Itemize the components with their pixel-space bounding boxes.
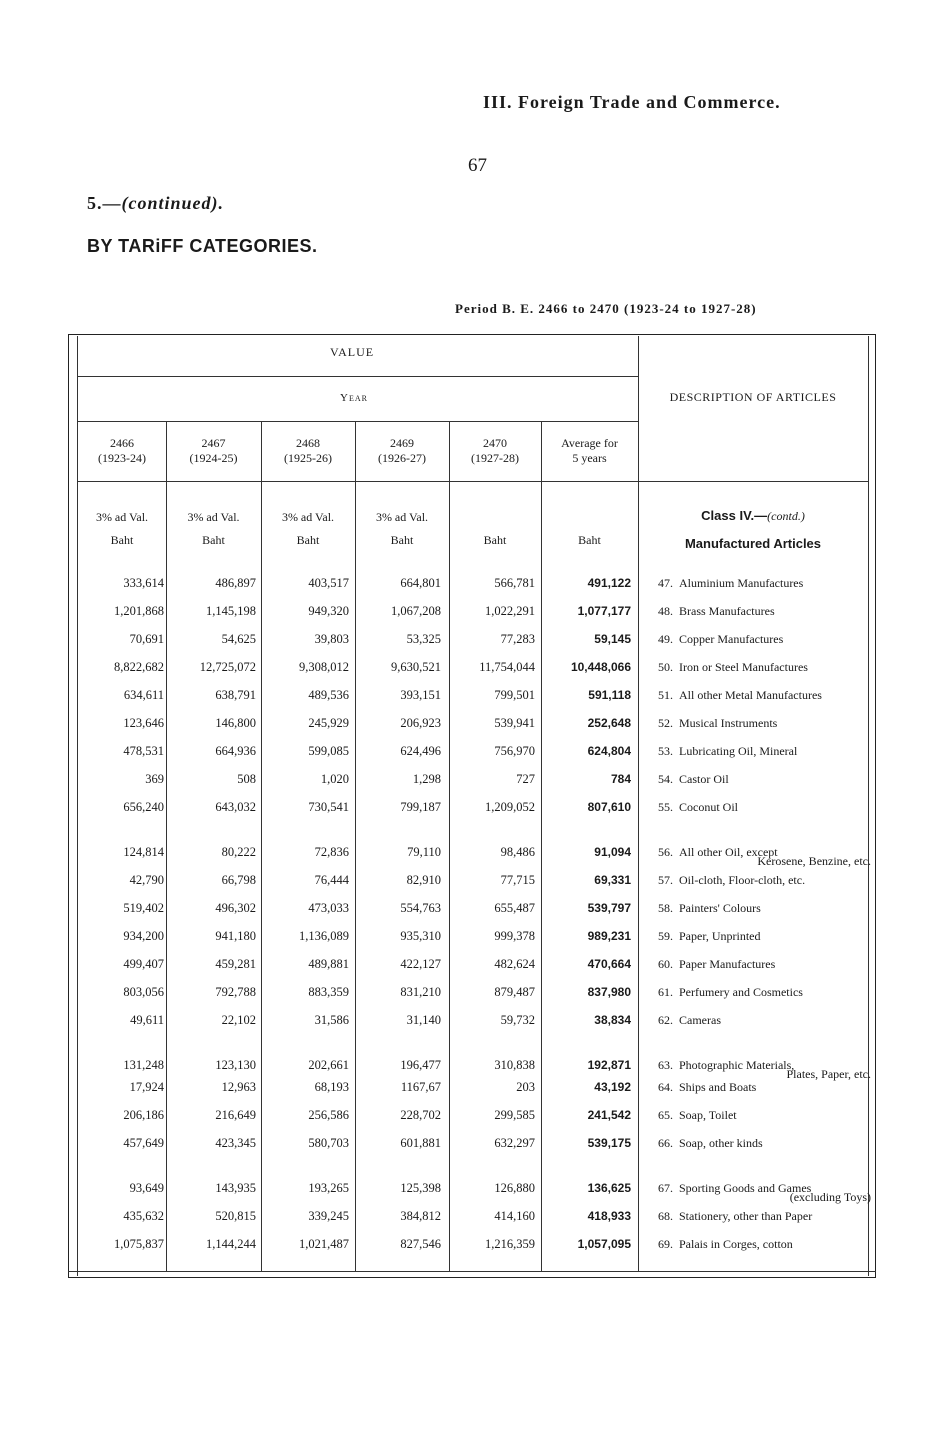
- article-description: [645, 684, 873, 706]
- value-cell: 203: [516, 1080, 535, 1094]
- col-head-2468: [261, 436, 355, 466]
- article-description: [645, 712, 873, 734]
- value-cell: 124,814: [123, 845, 164, 859]
- value-cell: 79,110: [407, 845, 441, 859]
- value-cell: 799,187: [400, 800, 441, 814]
- value-cell: 664,936: [215, 744, 256, 758]
- value-cell: 496,302: [215, 901, 256, 915]
- value-cell: 206,186: [123, 1108, 164, 1122]
- article-name: Paper, Unprinted: [679, 929, 761, 943]
- value-cell: 53,325: [406, 632, 441, 646]
- table-row: [0, 869, 941, 891]
- col-head-2467: [166, 436, 261, 466]
- value-cell: 803,056: [123, 985, 164, 999]
- article-name: Soap, other kinds: [679, 1136, 763, 1150]
- value-cell: 93,649: [129, 1181, 164, 1195]
- article-name-continued: Kerosene, Benzine, etc.: [757, 854, 871, 868]
- value-cell: 1,075,837: [114, 1237, 164, 1251]
- value-cell: 1,067,208: [391, 604, 441, 618]
- article-name: Photographic Materials,: [679, 1058, 795, 1072]
- value-cell: 664,801: [400, 576, 441, 590]
- value-cell: 59,732: [500, 1013, 535, 1027]
- value-cell: 827,546: [400, 1237, 441, 1251]
- average-cell: 241,542: [587, 1108, 631, 1122]
- value-cell: 934,200: [123, 929, 164, 943]
- value-cell: 310,838: [494, 1058, 535, 1072]
- value-cell: 39,803: [314, 632, 349, 646]
- value-cell: 756,970: [494, 744, 535, 758]
- value-cell: 131,248: [123, 1058, 164, 1072]
- value-cell: 1167,67: [400, 1080, 441, 1094]
- unit-label: Baht: [390, 533, 414, 547]
- article-name: Sporting Goods and Games: [679, 1181, 812, 1195]
- value-cell: 799,501: [494, 688, 535, 702]
- value-cell: 393,151: [400, 688, 441, 702]
- col-range: (1923-24): [98, 451, 146, 465]
- value-cell: 125,398: [400, 1181, 441, 1195]
- col-range: (1927-28): [471, 451, 519, 465]
- col-year: 2466: [110, 436, 134, 450]
- rule-under-year: [78, 421, 638, 422]
- value-cell: 457,649: [123, 1136, 164, 1150]
- value-cell: 98,486: [500, 845, 535, 859]
- article-description: [645, 1233, 873, 1255]
- table-row: [0, 981, 941, 1003]
- table-row: [0, 1054, 941, 1081]
- value-cell: 478,531: [123, 744, 164, 758]
- value-cell: 935,310: [400, 929, 441, 943]
- article-name-continued: Plates, Paper, etc.: [786, 1067, 871, 1081]
- article-name: All other Metal Manufactures: [679, 688, 822, 702]
- value-cell: 634,611: [123, 688, 164, 702]
- article-name: Aluminium Manufactures: [679, 576, 804, 590]
- table-row: [0, 768, 941, 790]
- value-cell: 143,935: [215, 1181, 256, 1195]
- unit-label: Baht: [578, 533, 601, 547]
- article-name: Soap, Toilet: [679, 1108, 737, 1122]
- average-cell: 1,077,177: [577, 604, 631, 618]
- article-number: 64.: [658, 1080, 673, 1094]
- value-cell: 486,897: [215, 576, 256, 590]
- article-description: [645, 925, 873, 947]
- value-cell: 949,320: [308, 604, 349, 618]
- value-cell: 539,941: [494, 716, 535, 730]
- average-cell: 470,664: [587, 957, 631, 971]
- class-title-text: Class IV.—: [701, 508, 768, 523]
- article-number: 61.: [658, 985, 673, 999]
- value-cell: 384,812: [400, 1209, 441, 1223]
- table-row: [0, 1177, 941, 1204]
- table-row: [0, 953, 941, 975]
- col-range: (1925-26): [284, 451, 332, 465]
- value-cell: 8,822,682: [114, 660, 164, 674]
- value-cell: 22,102: [221, 1013, 256, 1027]
- article-number: 47.: [658, 576, 673, 590]
- rule-under-value: [78, 376, 638, 377]
- article-description: [645, 897, 873, 919]
- value-cell: 245,929: [308, 716, 349, 730]
- article-number: 57.: [658, 873, 673, 887]
- value-cell: 369: [145, 772, 164, 786]
- col-range: 5 years: [572, 451, 607, 465]
- rate-label: 3% ad Val.: [281, 510, 335, 524]
- year-header: Year: [340, 392, 368, 404]
- article-description: [645, 953, 873, 975]
- article-number: 67.: [658, 1181, 673, 1195]
- value-cell: 730,541: [308, 800, 349, 814]
- article-number: 49.: [658, 632, 673, 646]
- value-cell: 1,136,089: [299, 929, 349, 943]
- article-name: Palais in Corges, cotton: [679, 1237, 793, 1251]
- value-cell: 1,145,198: [206, 604, 256, 618]
- average-cell: 539,175: [587, 1136, 631, 1150]
- continued-heading: [87, 193, 224, 214]
- unit-label: Baht: [483, 533, 507, 547]
- table-row: [0, 684, 941, 706]
- article-description: [645, 628, 873, 650]
- article-description: [645, 740, 873, 762]
- value-cell: 643,032: [215, 800, 256, 814]
- article-description: [645, 656, 873, 678]
- table-row: [0, 841, 941, 868]
- value-cell: 54,625: [221, 632, 256, 646]
- value-cell: 66,798: [221, 873, 256, 887]
- value-cell: 599,085: [308, 744, 349, 758]
- value-cell: 656,240: [123, 800, 164, 814]
- value-cell: 831,210: [400, 985, 441, 999]
- value-cell: 9,308,012: [299, 660, 349, 674]
- article-number: 69.: [658, 1237, 673, 1251]
- article-description: [645, 600, 873, 622]
- col-head-2469: [355, 436, 449, 466]
- article-number: 50.: [658, 660, 673, 674]
- article-description: [645, 841, 873, 868]
- article-name: Perfumery and Cosmetics: [679, 985, 803, 999]
- average-cell: 837,980: [587, 985, 631, 999]
- article-name-continued: (excluding Toys): [789, 1190, 871, 1204]
- value-cell: 123,646: [123, 716, 164, 730]
- article-description: [645, 796, 873, 818]
- unit-label: Baht: [202, 533, 225, 547]
- value-cell: 1,022,291: [485, 604, 535, 618]
- article-description: [645, 1205, 873, 1227]
- value-cell: 49,611: [130, 1013, 164, 1027]
- value-cell: 12,963: [221, 1080, 256, 1094]
- value-cell: 216,649: [215, 1108, 256, 1122]
- article-description: [645, 1177, 873, 1204]
- value-cell: 299,585: [494, 1108, 535, 1122]
- value-cell: 206,923: [400, 716, 441, 730]
- col-year: Average for: [561, 436, 618, 450]
- value-cell: 70,691: [129, 632, 164, 646]
- value-cell: 435,632: [123, 1209, 164, 1223]
- unit-label: Baht: [110, 533, 134, 547]
- article-description: [645, 981, 873, 1003]
- value-cell: 193,265: [308, 1181, 349, 1195]
- table-row: [0, 897, 941, 919]
- table-row: [0, 656, 941, 678]
- tariff-heading: BY TARiFF CATEGORIES.: [87, 236, 318, 256]
- value-cell: 554,763: [400, 901, 441, 915]
- value-cell: 31,586: [314, 1013, 349, 1027]
- class-title: [648, 508, 858, 524]
- rate-label: 3% ad Val.: [187, 510, 240, 524]
- average-cell: 1,057,095: [577, 1237, 631, 1251]
- value-cell: 77,283: [500, 632, 535, 646]
- value-cell: 1,144,244: [206, 1237, 256, 1251]
- value-cell: 196,477: [400, 1058, 441, 1072]
- article-number: 66.: [658, 1136, 673, 1150]
- table-row: [0, 628, 941, 650]
- value-cell: 489,881: [308, 957, 349, 971]
- table-row: [0, 1132, 941, 1154]
- value-cell: 422,127: [400, 957, 441, 971]
- unit-label: Baht: [296, 533, 320, 547]
- value-cell: 11,754,044: [479, 660, 535, 674]
- continued-prefix: 5.—: [87, 193, 122, 213]
- article-description: [645, 1104, 873, 1126]
- value-cell: 879,487: [494, 985, 535, 999]
- article-name: Stationery, other than Paper: [679, 1209, 813, 1223]
- value-cell: 68,193: [314, 1080, 349, 1094]
- value-cell: 499,407: [123, 957, 164, 971]
- value-cell: 17,924: [129, 1080, 164, 1094]
- period-label: Period B. E. 2466 to 2470 (1923-24 to 1927-28): [455, 301, 757, 316]
- value-cell: 12,725,072: [199, 660, 256, 674]
- value-cell: 508: [237, 772, 256, 786]
- table-row: [0, 1009, 941, 1031]
- value-cell: 403,517: [308, 576, 349, 590]
- average-cell: 252,648: [587, 716, 631, 730]
- value-cell: 1,209,052: [485, 800, 535, 814]
- article-description: [645, 869, 873, 891]
- value-cell: 489,536: [308, 688, 349, 702]
- table-row: [0, 1076, 941, 1098]
- average-cell: 136,625: [587, 1181, 631, 1195]
- article-name: Iron or Steel Manufactures: [679, 660, 808, 674]
- article-number: 58.: [658, 901, 673, 915]
- article-name: Lubricating Oil, Mineral: [679, 744, 798, 758]
- col-range: (1924-25): [189, 451, 238, 465]
- article-name: Painters' Colours: [679, 901, 761, 915]
- value-cell: 77,715: [500, 873, 535, 887]
- article-number: 60.: [658, 957, 673, 971]
- value-cell: 72,836: [314, 845, 349, 859]
- article-name: Copper Manufactures: [679, 632, 784, 646]
- value-cell: 1,216,359: [485, 1237, 535, 1251]
- col-head-average: [541, 436, 638, 466]
- value-cell: 1,020: [320, 772, 349, 786]
- average-cell: 418,933: [587, 1209, 631, 1223]
- table-row: [0, 1104, 941, 1126]
- value-cell: 339,245: [308, 1209, 349, 1223]
- value-cell: 9,630,521: [391, 660, 441, 674]
- value-cell: 941,180: [215, 929, 256, 943]
- value-cell: 423,345: [215, 1136, 256, 1150]
- value-cell: 473,033: [308, 901, 349, 915]
- article-number: 54.: [658, 772, 673, 786]
- value-cell: 883,359: [308, 985, 349, 999]
- value-cell: 123,130: [215, 1058, 256, 1072]
- value-cell: 520,815: [215, 1209, 256, 1223]
- value-cell: 256,586: [308, 1108, 349, 1122]
- rate-label: 3% ad Val.: [95, 510, 149, 524]
- col-year: 2468: [296, 436, 320, 450]
- col-year: 2469: [390, 436, 414, 450]
- value-cell: 999,378: [494, 929, 535, 943]
- article-number: 52.: [658, 716, 673, 730]
- col-year: 2467: [201, 436, 226, 450]
- value-cell: 228,702: [400, 1108, 441, 1122]
- article-description: [645, 768, 873, 790]
- col-year: 2470: [483, 436, 507, 450]
- value-cell: 792,788: [215, 985, 256, 999]
- value-cell: 42,790: [129, 873, 164, 887]
- value-cell: 459,281: [215, 957, 256, 971]
- value-cell: 333,614: [123, 576, 164, 590]
- article-description: [645, 572, 873, 594]
- article-name: Cameras: [679, 1013, 721, 1027]
- article-name: Oil-cloth, Floor-cloth, etc.: [679, 873, 806, 887]
- table-row: [0, 925, 941, 947]
- class-subtitle: Manufactured Articles: [684, 536, 822, 551]
- article-number: 68.: [658, 1209, 673, 1223]
- value-cell: 76,444: [314, 873, 349, 887]
- average-cell: 591,118: [588, 688, 631, 702]
- article-number: 59.: [658, 929, 673, 943]
- article-description: [645, 1009, 873, 1031]
- value-cell: 414,160: [494, 1209, 535, 1223]
- table-row: [0, 796, 941, 818]
- table-row: [0, 712, 941, 734]
- value-cell: 202,661: [308, 1058, 349, 1072]
- col-head-2470: [449, 436, 541, 466]
- average-cell: 807,610: [587, 800, 631, 814]
- average-cell: 10,448,066: [570, 660, 631, 674]
- article-number: 48.: [658, 604, 673, 618]
- continued-text: (continued).: [121, 193, 225, 213]
- average-cell: 784: [610, 772, 631, 786]
- value-cell: 82,910: [406, 873, 441, 887]
- value-cell: 126,880: [494, 1181, 535, 1195]
- value-cell: 31,140: [406, 1013, 441, 1027]
- description-header: DESCRIPTION OF ARTICLES: [669, 390, 837, 404]
- article-number: 56.: [658, 845, 673, 859]
- col-head-2466: [78, 436, 166, 466]
- value-cell: 1,021,487: [299, 1237, 349, 1251]
- value-header: VALUE: [330, 345, 375, 359]
- value-cell: 580,703: [308, 1136, 349, 1150]
- value-cell: 727: [516, 772, 535, 786]
- average-cell: 69,331: [594, 873, 631, 887]
- article-name: Brass Manufactures: [679, 604, 775, 618]
- article-number: 53.: [658, 744, 673, 758]
- value-cell: 482,624: [494, 957, 535, 971]
- average-cell: 91,094: [594, 845, 631, 859]
- article-description: [645, 1076, 873, 1098]
- value-cell: 80,222: [221, 845, 256, 859]
- value-cell: 632,297: [494, 1136, 535, 1150]
- article-number: 63.: [658, 1058, 673, 1072]
- article-name: Musical Instruments: [679, 716, 778, 730]
- article-description: [645, 1132, 873, 1154]
- average-cell: 989,231: [587, 929, 631, 943]
- table-row: [0, 1233, 941, 1255]
- value-cell: 655,487: [494, 901, 535, 915]
- table-row: [0, 600, 941, 622]
- value-cell: 638,791: [215, 688, 256, 702]
- article-number: 55.: [658, 800, 673, 814]
- page-number: 67: [468, 155, 487, 176]
- article-name: Ships and Boats: [679, 1080, 757, 1094]
- average-cell: 43,192: [594, 1080, 631, 1094]
- article-description: [645, 1054, 873, 1081]
- article-number: 65.: [658, 1108, 673, 1122]
- value-cell: 146,800: [215, 716, 256, 730]
- article-number: 62.: [658, 1013, 673, 1027]
- value-cell: 601,881: [400, 1136, 441, 1150]
- average-cell: 491,122: [587, 576, 631, 590]
- average-cell: 59,145: [594, 632, 631, 646]
- article-name: Castor Oil: [679, 772, 729, 786]
- article-name: Paper Manufactures: [679, 957, 776, 971]
- average-cell: 38,834: [594, 1013, 631, 1027]
- section-title: III. Foreign Trade and Commerce.: [483, 92, 781, 112]
- average-cell: 192,871: [587, 1058, 631, 1072]
- article-name: Coconut Oil: [679, 800, 738, 814]
- average-cell: 539,797: [587, 901, 631, 915]
- value-cell: 1,298: [412, 772, 441, 786]
- table-row: [0, 1205, 941, 1227]
- rule-under-heads: [78, 481, 868, 482]
- value-cell: 1,201,868: [114, 604, 164, 618]
- col-range: (1926-27): [378, 451, 426, 465]
- value-cell: 519,402: [123, 901, 164, 915]
- rate-label: 3% ad Val.: [375, 510, 429, 524]
- article-number: 51.: [658, 688, 673, 702]
- average-cell: 624,804: [587, 744, 631, 758]
- rule-bottom: [68, 1271, 876, 1272]
- value-cell: 624,496: [400, 744, 441, 758]
- table-row: [0, 740, 941, 762]
- value-cell: 566,781: [494, 576, 535, 590]
- class-contd: (contd.): [767, 509, 805, 523]
- table-row: [0, 572, 941, 594]
- article-name: All other Oil, except: [679, 845, 778, 859]
